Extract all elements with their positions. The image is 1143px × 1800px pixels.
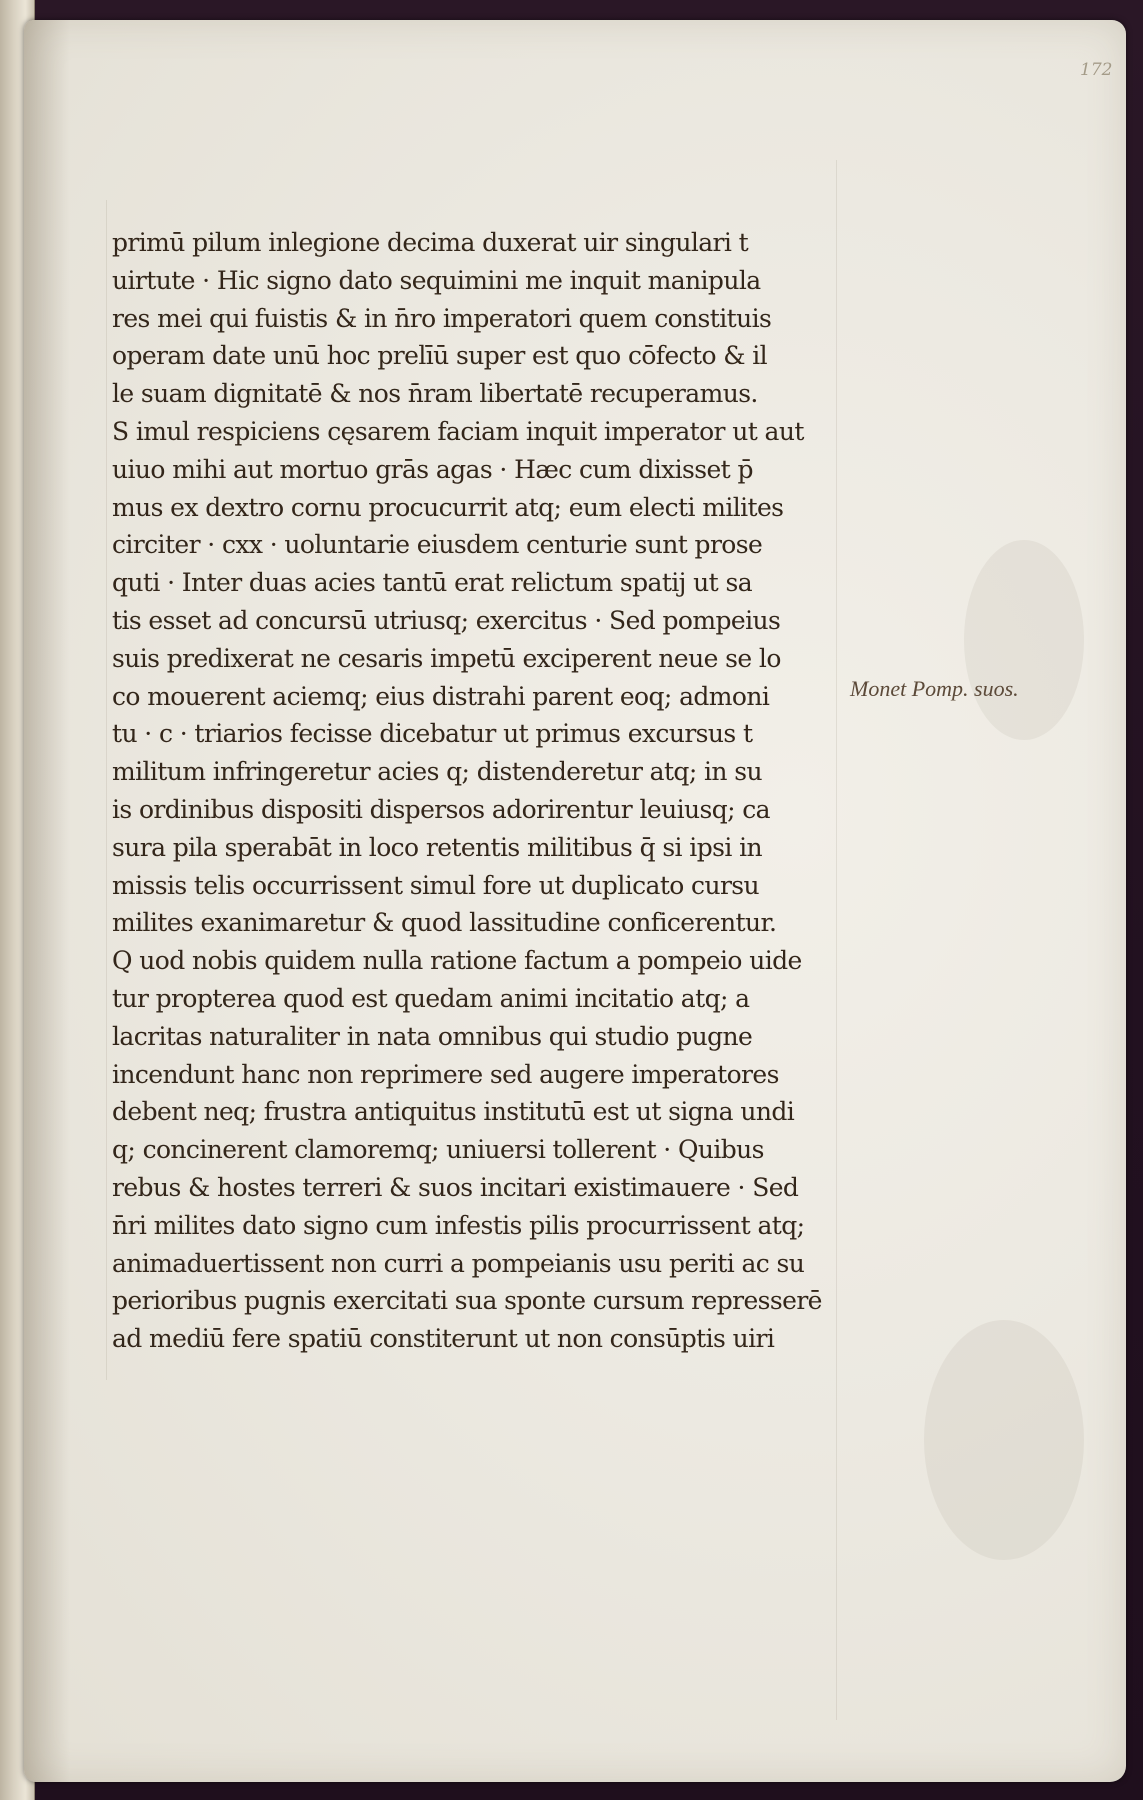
text-line: perioribus pugnis exercitati sua sponte cursum represserē (112, 1286, 822, 1316)
text-line: tu · c · triarios fecisse dicebatur ut primus excursus t (112, 719, 753, 749)
text-line: is ordinibus dispositi dispersos adorirentur leuiusq; ca (112, 794, 770, 824)
text-line: primū pilum inlegione decima duxerat uir singulari t (112, 228, 749, 257)
text-line: rebus & hostes terreri & suos incitari existimauere · Sed (112, 1172, 799, 1202)
text-line: res mei qui fuistis & in n̄ro imperatori quem constituis (112, 303, 772, 333)
text-column (112, 224, 852, 1358)
text-line: animaduertissent non curri a pompeianis usu periti ac su (112, 1248, 805, 1278)
marginal-note: Monet Pomp. suos. (850, 676, 1019, 701)
text-line: S imul respiciens cęsarem faciam inquit imperator ut aut (112, 416, 804, 446)
text-line: n̄ri milites dato signo cum infestis pilis procurrissent atq; (112, 1210, 805, 1240)
text-line: ad mediū fere spatiū constiterunt ut non consūptis uiri (112, 1324, 775, 1354)
text-line: incendunt hanc non reprimere sed augere imperatores (112, 1059, 779, 1089)
text-line: mus ex dextro cornu procucurrit atq; eum electi milites (112, 492, 784, 522)
ruling-line (106, 200, 107, 1380)
text-line: tur propterea quod est quedam animi incitatio atq; a (112, 983, 750, 1013)
text-line: milites exanimaretur & quod lassitudine conficerentur. (112, 908, 777, 938)
gutter-shadow (24, 20, 70, 1782)
text-line: circiter · cxx · uoluntarie eiusdem centurie sunt prose (112, 530, 763, 560)
text-line: uirtute · Hic signo dato sequimini me inquit manipula (112, 265, 761, 295)
text-line: militum infringeretur acies q; distenderetur atq; in su (112, 757, 762, 787)
text-line: uiuo mihi aut mortuo grās agas · Hæc cum dixisset p̄ (112, 454, 753, 484)
text-line: le suam dignitatē & nos n̄ram libertatē recuperamus. (112, 379, 758, 409)
text-line: suis predixerat ne cesaris impetū exciperent neue se lo (112, 643, 781, 673)
text-line: Q uod nobis quidem nulla ratione factum a pompeio uide (112, 946, 802, 976)
text-line: missis telis occurrissent simul fore ut duplicato cursu (112, 870, 760, 900)
text-line: tis esset ad concursū utriusq; exercitus · Sed pompeius (112, 605, 781, 635)
text-line: sura pila sperabāt in loco retentis militibus q̄ si ipsi in (112, 832, 762, 862)
text-line: q; concinerent clamoremq; uniuersi tollerent · Quibus (112, 1135, 764, 1165)
parchment-stain (964, 540, 1084, 740)
folio-number: 172 (1080, 60, 1113, 80)
text-line: quti · Inter duas acies tantū erat relictum spatij ut sa (112, 568, 752, 598)
text-line: operam date unū hoc prelīū super est quo cōfecto & il (112, 341, 768, 371)
text-line: debent neq; frustra antiquitus institutū est ut signa undi (112, 1097, 795, 1127)
manuscript-page (24, 20, 1126, 1782)
parchment-stain (924, 1320, 1084, 1560)
text-line: lacritas naturaliter in nata omnibus qui studio pugne (112, 1021, 753, 1051)
text-line: co mouerent aciemq; eius distrahi parent eoq; admoni (112, 681, 770, 711)
